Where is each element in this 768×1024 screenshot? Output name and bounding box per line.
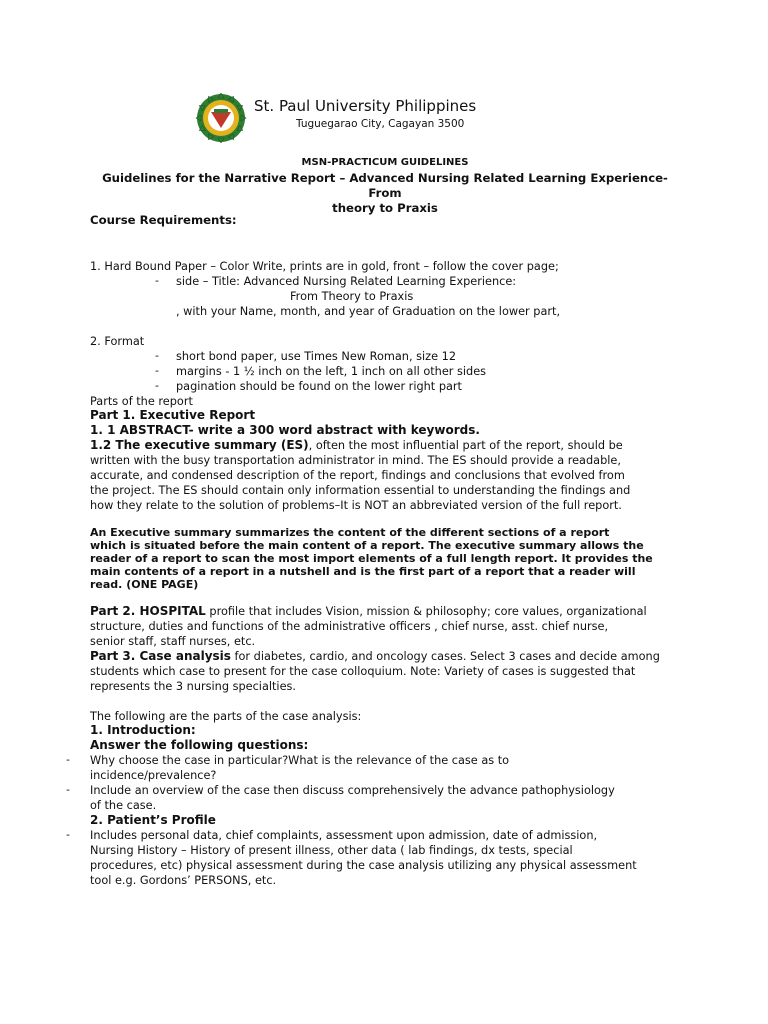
part3-line: students which case to present for the case colloquium. Note: Variety of cases is suggested that [90, 665, 636, 678]
es-line1-rest: , often the most influential part of the report, should be [308, 439, 623, 452]
part3-line1-rest: for diabetes, cardio, and oncology cases. Select 3 cases and decide among [230, 650, 660, 663]
question-line: incidence/prevalence? [90, 769, 217, 782]
part3-line1 [90, 649, 660, 664]
part2-line: structure, duties and functions of the administrative officers , chief nurse, asst. chief nurse, [90, 620, 609, 633]
es-line: written with the busy transportation administrator in mind. The ES should provide a readable, [90, 454, 621, 467]
abstract-line: 1. 1 ABSTRACT- write a 300 word abstract with keywords. [90, 423, 480, 437]
profile-line: procedures, etc) physical assessment during the case analysis utilizing any physical assessment [90, 859, 637, 872]
summary-bold-line: read. (ONE PAGE) [90, 578, 199, 591]
doc-code: MSN-PRACTICUM GUIDELINES [301, 157, 469, 168]
introduction-heading: 1. Introduction: [90, 723, 196, 737]
part2-line: senior staff, staff nurses, etc. [90, 635, 256, 648]
main-title [90, 171, 680, 216]
dash-marker: - [66, 828, 70, 841]
course-item-1-side3: , with your Name, month, and year of Graduation on the lower part, [176, 305, 561, 318]
question-line: Include an overview of the case then discuss comprehensively the advance pathophysiology [90, 784, 615, 797]
course-item-1-side2: From Theory to Praxis [290, 290, 414, 303]
es-line1 [90, 438, 623, 453]
course-requirements-heading: Course Requirements: [90, 213, 237, 227]
dash-marker: - [155, 274, 159, 287]
question-line: Why choose the case in particular?What is the relevance of the case as to [90, 754, 510, 767]
format-bullet: pagination should be found on the lower right part [176, 380, 462, 393]
main-title-line2: theory to Praxis [332, 201, 438, 215]
part3-line: represents the 3 nursing specialties. [90, 680, 296, 693]
course-item-1-side: side – Title: Advanced Nursing Related Learning Experience: [176, 275, 517, 288]
format-bullet: margins - 1 ½ inch on the left, 1 inch on all other sides [176, 365, 487, 378]
part2-line1-rest: profile that includes Vision, mission & philosophy; core values, organizational [205, 605, 647, 618]
es-label: 1.2 The executive summary (ES) [90, 438, 309, 452]
university-address: Tuguegarao City, Cagayan 3500 [296, 118, 465, 130]
summary-bold-line: main contents of a report in a nutshell and is the first part of a report that a reader will [90, 565, 636, 578]
part2-line1 [90, 604, 647, 619]
dash-marker: - [66, 783, 70, 796]
patient-profile-heading: 2. Patient’s Profile [90, 813, 216, 827]
summary-bold-line: reader of a report to scan the most import elements of a full length report. It provides the [90, 552, 653, 565]
summary-bold-line: which is situated before the main content of a report. The executive summary allows the [90, 539, 644, 552]
question-line: of the case. [90, 799, 157, 812]
parts-label: Parts of the report [90, 395, 193, 408]
summary-bold-line: An Executive summary summarizes the content of the different sections of a report [90, 526, 610, 539]
course-item-2: 2. Format [90, 335, 145, 348]
profile-line: tool e.g. Gordons’ PERSONS, etc. [90, 874, 277, 887]
course-item-1: 1. Hard Bound Paper – Color Write, prints are in gold, front – follow the cover page; [90, 260, 559, 273]
profile-line: Includes personal data, chief complaints, assessment upon admission, date of admission, [90, 829, 598, 842]
part2-label: Part 2. HOSPITAL [90, 604, 206, 618]
dash-marker: - [155, 379, 159, 392]
dash-marker: - [155, 364, 159, 377]
part1-heading: Part 1. Executive Report [90, 408, 256, 422]
profile-line: Nursing History – History of present illness, other data ( lab findings, dx tests, special [90, 844, 573, 857]
es-line: how they relate to the solution of problems–It is NOT an abbreviated version of the full report. [90, 499, 622, 512]
university-seal-icon [190, 93, 252, 143]
answer-heading: Answer the following questions: [90, 738, 309, 752]
es-line: accurate, and condensed description of the report, findings and conclusions that evolved from [90, 469, 625, 482]
main-title-line1: Guidelines for the Narrative Report – Advanced Nursing Related Learning Experience-From [102, 171, 668, 200]
es-line: the project. The ES should contain only information essential to understanding the findings and [90, 484, 631, 497]
case-parts-intro: The following are the parts of the case analysis: [90, 710, 362, 723]
university-name: St. Paul University Philippines [254, 97, 477, 115]
part3-label: Part 3. Case analysis [90, 649, 231, 663]
dash-marker: - [66, 753, 70, 766]
dash-marker: - [155, 349, 159, 362]
format-bullet: short bond paper, use Times New Roman, size 12 [176, 350, 457, 363]
